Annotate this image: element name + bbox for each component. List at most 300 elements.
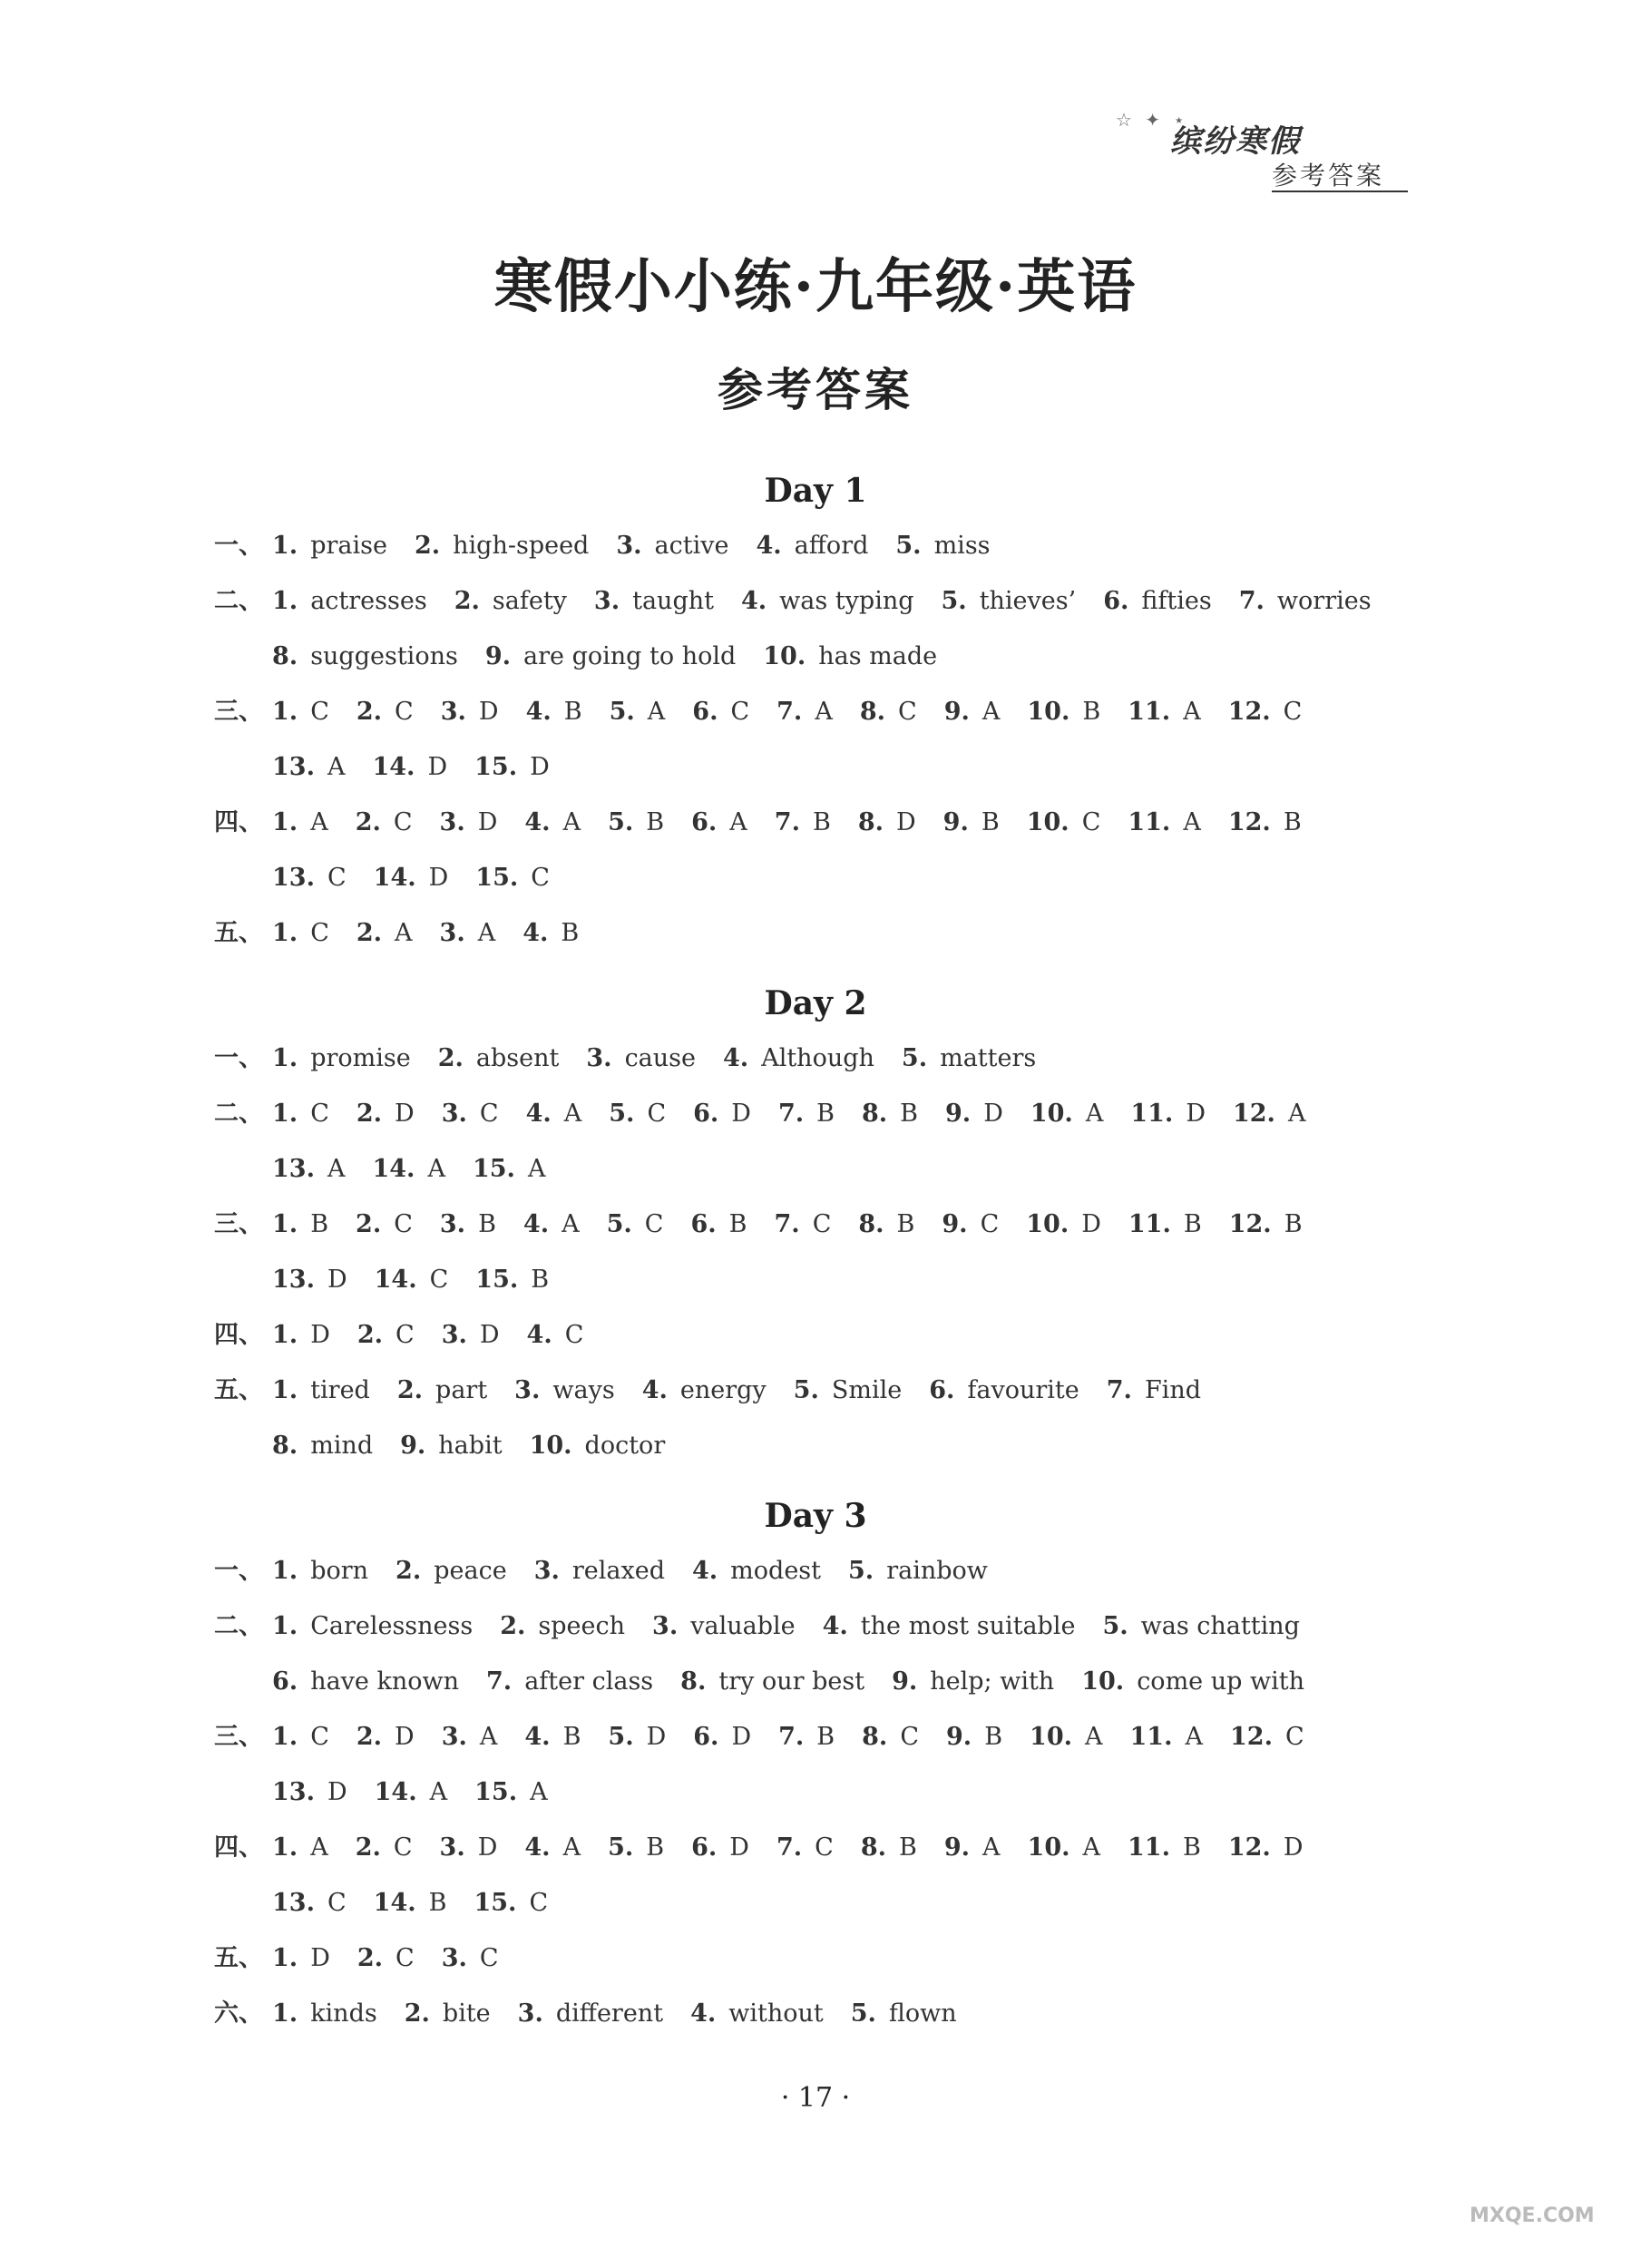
answer-number: 14. <box>372 753 415 781</box>
answer-text: A <box>562 1833 581 1862</box>
answer-text: has made <box>818 642 938 670</box>
answer-item <box>454 583 567 620</box>
answer-item <box>500 1608 625 1645</box>
answer-text: valuable <box>690 1612 796 1640</box>
answer-row <box>272 1664 1332 1700</box>
answer-number: 1. <box>272 919 298 947</box>
logo-brand: 缤纷寒假 <box>1170 123 1301 160</box>
answer-text: matters <box>940 1044 1037 1072</box>
answer-item <box>442 1719 498 1755</box>
answer-number: 4. <box>523 1210 550 1238</box>
answer-number: 3. <box>616 532 642 560</box>
answer-item <box>1128 1207 1202 1243</box>
answer-item <box>1230 1719 1304 1755</box>
answer-text: A <box>562 1210 580 1238</box>
answer-text: without <box>728 1999 824 2028</box>
answer-number: 3. <box>439 919 465 947</box>
answer-text: absent <box>475 1044 560 1072</box>
answer-number: 9. <box>942 808 969 836</box>
answer-item <box>523 1207 580 1243</box>
answer-number: 3. <box>441 1100 467 1128</box>
answer-item <box>1228 805 1302 841</box>
answer-number: 6. <box>693 1723 719 1751</box>
answer-row <box>214 805 1329 841</box>
answer-text: B <box>561 919 580 947</box>
answer-text: fifties <box>1141 587 1212 615</box>
answer-number: 3. <box>441 1321 467 1349</box>
answer-item <box>440 915 496 952</box>
answer-number: 5. <box>895 532 922 560</box>
answer-row <box>214 1373 1228 1409</box>
answer-text: A <box>310 808 328 836</box>
answer-number: 7. <box>1238 587 1265 615</box>
answer-item <box>272 1041 411 1077</box>
answer-number: 3. <box>533 1557 560 1585</box>
answer-number: 13. <box>272 753 315 781</box>
answer-number: 6. <box>691 1833 718 1862</box>
answer-item <box>357 1317 415 1354</box>
answer-number: 1. <box>272 808 298 836</box>
answer-text: C <box>429 1266 449 1294</box>
answer-number: 8. <box>860 1833 886 1862</box>
answer-item <box>272 1719 329 1755</box>
question-group-label: 三、 <box>214 1210 263 1238</box>
answer-text: D <box>479 1321 500 1349</box>
answer-item <box>775 805 831 841</box>
answer-item <box>440 1830 498 1866</box>
answer-number: 10. <box>1026 808 1069 836</box>
answer-item <box>860 694 917 730</box>
answer-item <box>272 1096 329 1132</box>
answer-text: C <box>394 1210 413 1238</box>
answer-row <box>214 1041 1063 1077</box>
answer-item <box>691 1830 749 1866</box>
answer-text: C <box>730 698 750 726</box>
answer-text: A <box>1085 1100 1104 1128</box>
answer-item <box>848 1553 988 1589</box>
answer-item <box>400 1428 502 1464</box>
answer-row <box>272 749 577 786</box>
answer-item <box>534 1553 665 1589</box>
answer-item <box>396 1553 507 1589</box>
answer-number: 3. <box>652 1612 679 1640</box>
question-group-label: 四、 <box>214 808 263 836</box>
answer-number: 8. <box>272 1432 298 1460</box>
answer-item <box>1130 1096 1206 1132</box>
answer-text: D <box>327 1266 347 1294</box>
answer-item <box>741 583 914 620</box>
answer-number: 4. <box>690 1999 717 2028</box>
answer-item <box>272 860 347 896</box>
answer-number: 1. <box>272 1100 298 1128</box>
answer-text: D <box>310 1944 330 1972</box>
answer-row <box>214 583 1399 620</box>
answer-text: C <box>393 1833 413 1862</box>
answer-text: A <box>427 1155 445 1183</box>
answer-item <box>1228 694 1303 730</box>
answer-number: 4. <box>523 919 549 947</box>
answer-item <box>486 1664 653 1700</box>
answer-number: 3. <box>517 1999 543 2028</box>
answer-number: 5. <box>609 698 635 726</box>
answer-row <box>214 1996 984 2032</box>
answer-text: active <box>654 532 729 560</box>
answer-item <box>776 694 833 730</box>
answer-number: 1. <box>272 1376 298 1404</box>
page-subtitle: 参考答案 <box>718 363 913 416</box>
answer-item <box>272 1151 345 1188</box>
answer-text: D <box>1186 1100 1206 1128</box>
answer-number: 4. <box>525 698 552 726</box>
answer-number: 4. <box>822 1612 848 1640</box>
answer-number: 4. <box>723 1044 749 1072</box>
answer-item <box>944 1830 1001 1866</box>
answer-number: 7. <box>486 1667 513 1696</box>
answer-text: C <box>393 808 413 836</box>
answer-number: 2. <box>500 1612 526 1640</box>
answer-item <box>272 1608 473 1645</box>
answer-item <box>594 583 714 620</box>
answer-row <box>272 1262 576 1298</box>
answer-number: 13. <box>272 1889 315 1917</box>
answer-text: D <box>1283 1833 1304 1862</box>
answer-item <box>442 1096 499 1132</box>
answer-item <box>372 749 447 786</box>
answer-number: 10. <box>1027 1833 1070 1862</box>
answer-number: 1. <box>272 1321 298 1349</box>
answer-number: 14. <box>373 1889 416 1917</box>
answer-item <box>441 694 499 730</box>
answer-number: 1. <box>272 587 298 615</box>
answer-number: 4. <box>740 587 767 615</box>
answer-text: A <box>1183 698 1201 726</box>
answer-item <box>272 1885 347 1921</box>
answer-text: cause <box>624 1044 697 1072</box>
answer-text: B <box>646 808 665 836</box>
answer-number: 9. <box>945 1100 972 1128</box>
answer-text: D <box>395 1723 415 1751</box>
answer-item <box>946 1719 1002 1755</box>
answer-number: 15. <box>474 1778 518 1806</box>
answer-text: B <box>984 1723 1003 1751</box>
answer-text: B <box>563 698 582 726</box>
question-group-label: 三、 <box>214 698 263 726</box>
answer-item <box>375 1774 447 1811</box>
answer-item <box>690 1996 824 2032</box>
answer-text: A <box>530 1778 548 1806</box>
watermark: MXQE.COM <box>1470 2204 1595 2227</box>
answer-number: 2. <box>356 1100 383 1128</box>
answer-item <box>862 1719 919 1755</box>
answer-number: 13. <box>272 1778 315 1806</box>
answer-item <box>690 1207 747 1243</box>
answer-text: C <box>644 1210 664 1238</box>
answer-item <box>943 805 1000 841</box>
answer-item <box>862 1096 918 1132</box>
answer-text: was typing <box>779 587 914 615</box>
answer-item <box>372 1151 444 1188</box>
answer-number: 10. <box>1030 1100 1073 1128</box>
answer-number: 6. <box>692 698 718 726</box>
logo-divider <box>1272 191 1408 192</box>
answer-item <box>356 1830 413 1866</box>
answer-text: come up with <box>1137 1667 1304 1696</box>
answer-item <box>693 1719 751 1755</box>
answer-number: 15. <box>474 1889 517 1917</box>
answer-item <box>375 1262 449 1298</box>
answer-text: worries <box>1276 587 1372 615</box>
answer-number: 4. <box>524 808 551 836</box>
answer-text: B <box>1082 698 1101 726</box>
answer-text: A <box>982 698 1001 726</box>
answer-text: peace <box>434 1557 507 1585</box>
answer-text: C <box>529 1889 549 1917</box>
answer-item <box>514 1373 615 1409</box>
answer-text: A <box>815 698 833 726</box>
answer-text: A <box>1287 1100 1306 1128</box>
answer-item <box>945 1096 1003 1132</box>
answer-number: 12. <box>1228 1210 1272 1238</box>
answer-item <box>530 1428 666 1464</box>
answer-item <box>438 1041 560 1077</box>
answer-item <box>778 1096 835 1132</box>
answer-text: A <box>527 1155 546 1183</box>
answer-number: 2. <box>356 919 383 947</box>
answer-item <box>902 1041 1036 1077</box>
answer-number: 5. <box>850 1999 876 2028</box>
answer-item <box>608 805 664 841</box>
answer-item <box>1228 1830 1304 1866</box>
answer-text: A <box>729 808 747 836</box>
answer-text: C <box>310 698 329 726</box>
answer-number: 3. <box>439 808 465 836</box>
answer-number: 3. <box>441 1723 467 1751</box>
answer-number: 9. <box>484 642 512 670</box>
answer-item <box>723 1041 874 1077</box>
answer-text: B <box>899 1833 917 1862</box>
answer-number: 11. <box>1128 1210 1171 1238</box>
question-group-label: 三、 <box>214 1723 263 1751</box>
answer-number: 1. <box>272 1612 298 1640</box>
answer-number: 12. <box>1232 1100 1275 1128</box>
answer-text: C <box>815 1833 834 1862</box>
answer-item <box>272 749 345 786</box>
answer-number: 8. <box>272 642 298 670</box>
answer-text: D <box>395 1100 415 1128</box>
answer-item <box>356 694 414 730</box>
answer-number: 7. <box>1106 1376 1132 1404</box>
answer-item <box>357 1941 415 1977</box>
answer-number: 9. <box>400 1432 426 1460</box>
answer-number: 8. <box>862 1723 888 1751</box>
answer-text: C <box>310 1723 329 1751</box>
answer-item <box>272 694 329 730</box>
answer-text: praise <box>310 532 387 560</box>
answer-item <box>778 1719 835 1755</box>
answer-text: energy <box>679 1376 767 1404</box>
answer-item <box>524 1719 581 1755</box>
answer-number: 4. <box>525 1100 552 1128</box>
answer-item <box>1233 1096 1305 1132</box>
answer-number: 1. <box>272 532 298 560</box>
answer-text: A <box>563 1100 582 1128</box>
answer-item <box>356 1719 415 1755</box>
answer-text: suggestions <box>310 642 458 670</box>
answer-number: 3. <box>441 1944 467 1972</box>
answer-number: 15. <box>474 753 518 781</box>
answer-number: 2. <box>454 587 480 615</box>
answer-row <box>272 860 577 896</box>
answer-item <box>356 1207 413 1243</box>
answer-item <box>473 1151 545 1188</box>
answer-number: 7. <box>774 1210 800 1238</box>
answer-number: 4. <box>524 1833 551 1862</box>
answer-number: 11. <box>1128 698 1171 726</box>
answer-text: B <box>428 1889 447 1917</box>
section-title: Day 1 <box>764 472 867 510</box>
answer-item <box>942 1207 999 1243</box>
answer-text: B <box>1284 1210 1303 1238</box>
answer-number: 6. <box>272 1667 298 1696</box>
answer-item <box>892 1664 1054 1700</box>
answer-text: safety <box>492 587 567 615</box>
answer-number: 12. <box>1230 1723 1273 1751</box>
answer-item <box>475 860 550 896</box>
answer-number: 3. <box>514 1376 541 1404</box>
answer-text: D <box>1081 1210 1101 1238</box>
answer-number: 4. <box>756 532 782 560</box>
answer-text: modest <box>730 1557 821 1585</box>
answer-number: 5. <box>606 1210 632 1238</box>
answer-text: D <box>477 1833 498 1862</box>
answer-number: 2. <box>404 1999 430 2028</box>
answer-number: 3. <box>593 587 620 615</box>
answer-row <box>214 1941 526 1977</box>
answer-text: D <box>427 753 448 781</box>
answer-text: C <box>980 1210 1000 1238</box>
answer-number: 1. <box>272 1723 298 1751</box>
question-group-label: 五、 <box>214 1376 263 1404</box>
answer-row <box>214 694 1329 730</box>
answer-number: 8. <box>857 808 884 836</box>
answer-item <box>415 528 589 564</box>
answer-text: D <box>310 1321 330 1349</box>
answer-number: 2. <box>356 698 383 726</box>
answer-number: 1. <box>272 1833 298 1862</box>
answer-number: 14. <box>374 1266 417 1294</box>
question-group-label: 二、 <box>214 1612 263 1640</box>
answer-text: D <box>478 698 499 726</box>
answer-text: afford <box>794 532 869 560</box>
answer-number: 9. <box>946 1723 972 1751</box>
answer-number: 9. <box>942 1210 968 1238</box>
answer-item <box>440 1207 496 1243</box>
answer-row <box>214 528 1018 564</box>
answer-text: C <box>900 1723 919 1751</box>
answer-item <box>944 694 1001 730</box>
answer-item <box>652 1608 796 1645</box>
answer-item <box>851 1996 957 2032</box>
answer-number: 14. <box>373 864 416 892</box>
answer-text: relaxed <box>571 1557 665 1585</box>
answer-item <box>374 1885 447 1921</box>
answer-item <box>474 1774 547 1811</box>
answer-text: D <box>896 808 916 836</box>
answer-number: 2. <box>356 1321 384 1349</box>
question-group-label: 五、 <box>214 919 263 947</box>
answer-text: A <box>429 1778 448 1806</box>
answer-number: 6. <box>929 1376 955 1404</box>
answer-number: 5. <box>1102 1612 1128 1640</box>
answer-item <box>610 694 666 730</box>
answer-text: D <box>428 864 449 892</box>
answer-text: the most suitable <box>860 1612 1076 1640</box>
answer-number: 2. <box>396 1557 422 1585</box>
answer-text: A <box>1085 1723 1103 1751</box>
answer-number: 8. <box>859 698 886 726</box>
answer-number: 10. <box>529 1432 572 1460</box>
answer-text: D <box>983 1100 1003 1128</box>
answer-number: 2. <box>356 1723 383 1751</box>
answer-row <box>214 1719 1332 1755</box>
answer-row <box>272 1151 572 1188</box>
answer-item <box>272 1317 330 1354</box>
answer-number: 4. <box>691 1557 718 1585</box>
answer-item <box>823 1608 1076 1645</box>
answer-item <box>524 805 581 841</box>
answer-row <box>214 1553 1015 1589</box>
logo-subtitle: 参考答案 <box>1272 161 1385 191</box>
answer-text: A <box>310 1833 328 1862</box>
answer-item <box>272 1774 347 1811</box>
answer-number: 1. <box>272 1210 298 1238</box>
answer-text: C <box>1081 808 1101 836</box>
answer-item <box>1030 1719 1102 1755</box>
answer-number: 4. <box>641 1376 668 1404</box>
answer-item <box>1239 583 1372 620</box>
answer-number: 5. <box>608 808 634 836</box>
answer-text: C <box>564 1321 584 1349</box>
answer-item <box>272 915 329 952</box>
answer-number: 3. <box>586 1044 612 1072</box>
answer-number: 8. <box>858 1210 884 1238</box>
answer-number: 7. <box>777 1100 805 1128</box>
answer-text: D <box>729 1833 749 1862</box>
star-icon: ☆ ✦ ⋆ <box>1116 109 1188 131</box>
answer-item <box>1128 805 1200 841</box>
answer-item <box>858 805 916 841</box>
answer-number: 7. <box>776 698 803 726</box>
answer-item <box>1026 1207 1101 1243</box>
answer-text: flown <box>888 1999 957 2028</box>
answer-item <box>608 1830 664 1866</box>
answer-number: 12. <box>1227 808 1271 836</box>
answer-number: 5. <box>608 1833 634 1862</box>
answer-item <box>523 915 579 952</box>
answer-text: part <box>435 1376 488 1404</box>
answer-number: 1. <box>272 698 298 726</box>
answer-item <box>527 1317 584 1354</box>
answer-item <box>693 1096 751 1132</box>
answer-text: actresses <box>310 587 427 615</box>
answer-number: 1. <box>272 1944 298 1972</box>
answer-text: A <box>1185 1723 1203 1751</box>
answer-row <box>214 1317 610 1354</box>
answer-number: 5. <box>793 1376 819 1404</box>
answer-item <box>756 528 868 564</box>
answer-number: 13. <box>272 1155 315 1183</box>
answer-item <box>691 805 747 841</box>
